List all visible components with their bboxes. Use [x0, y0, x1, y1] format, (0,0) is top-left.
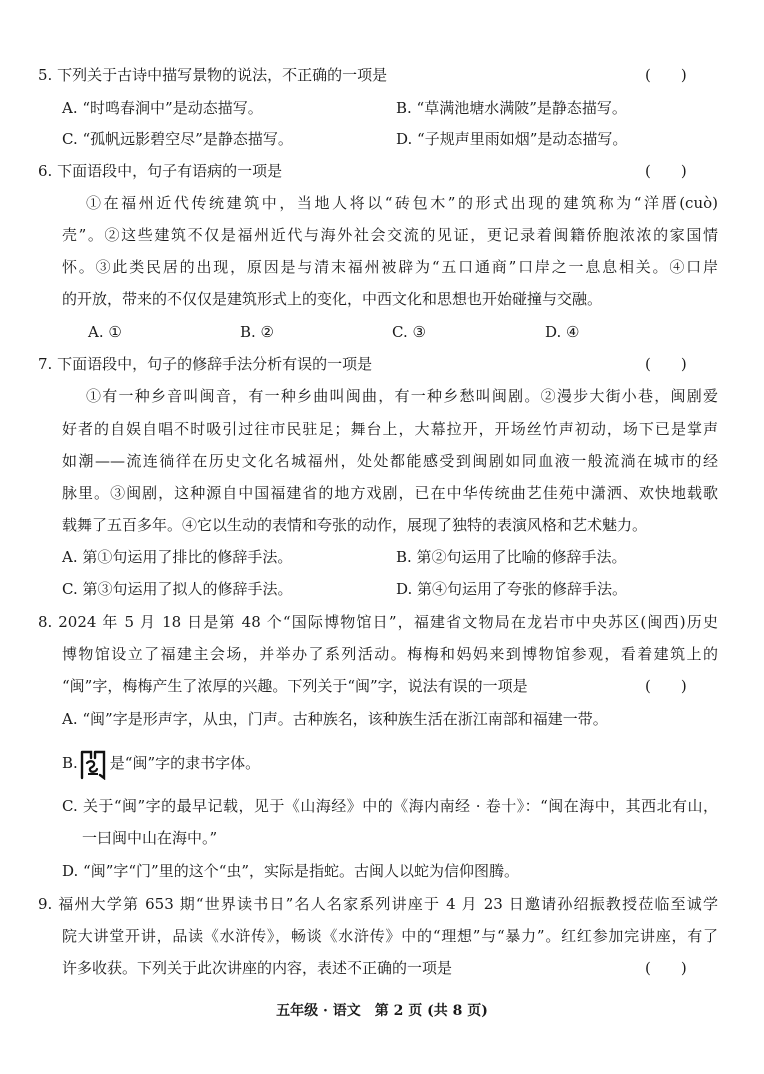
q8-option-a: A. “闽”字是形声字，从虫，门声。古种族名，该种族生活在浙江南部和福建一带。: [62, 710, 608, 728]
q7-passage-line: 脉里。③闽剧，这种源自中国福建省的地方戏剧，已在中华传统曲艺佳苑中潇洒、欢快地载歌: [62, 484, 718, 502]
q8-stem-line: 8. 2024 年 5 月 18 日是第 48 个“国际博物馆日”，福建省文物局在龙岩市中央苏区(闽西)历史: [38, 613, 718, 631]
q8-option-c-line: C. 关于“闽”字的最早记载，见于《山海经》中的《海内南经 · 卷十》：“闽在海中，其西北有山，: [62, 797, 718, 815]
q6-passage-line: 壳”。②这些建筑不仅是福州近代与海外社会交流的见证，更记录着闽籍侨胞浓浓的家国情: [62, 226, 718, 244]
q7-option-a: A. 第①句运用了排比的修辞手法。: [62, 548, 293, 566]
q7-passage-line: 如潮——流连徜徉在历史文化名城福州，处处都能感受到闽剧如同血液一般流淌在城市的经: [62, 452, 718, 470]
q6-stem: 6. 下面语段中，句子有语病的一项是: [38, 162, 283, 180]
q9-stem-line: 院大讲堂开讲，品读《水浒传》，畅谈《水浒传》中的“理想”与“暴力”。红红参加完讲座，有了: [62, 927, 718, 945]
q8-stem-line: 博物馆设立了福建主会场，并举办了系列活动。梅梅和妈妈来到博物馆参观，看着建筑上的: [62, 645, 718, 663]
q5-option-c: C. “孤帆远影碧空尽”是静态描写。: [62, 130, 293, 148]
q9-stem-line: 9. 福州大学第 653 期“世界读书日”名人名家系列讲座于 4 月 23 日邀请孙绍振教授莅临至诚学: [38, 895, 718, 913]
q8-option-b: [62, 748, 260, 780]
q8-option-c-line: 一曰闽中山在海中。”: [82, 829, 218, 847]
q7-passage-line: 好者的自娱自唱不时吸引过往市民驻足；舞台上，大幕拉开，开场丝竹声初动，场下已是掌声: [62, 420, 718, 438]
q9-answer-bracket: ( ): [645, 959, 687, 977]
q8-option-b-letter: B.: [62, 754, 78, 772]
q5-option-a: A. “时鸣春涧中”是动态描写。: [62, 99, 263, 117]
q6-option-d: D. ④: [545, 323, 580, 341]
q5-answer-bracket: ( ): [645, 66, 687, 84]
q5-option-d: D. “子规声里雨如烟”是动态描写。: [396, 130, 628, 148]
q6-passage-line: ①在福州近代传统建筑中，当地人将以“砖包木”的形式出现的建筑称为“洋厝(cuò): [86, 194, 718, 212]
q7-option-d: D. 第④句运用了夸张的修辞手法。: [396, 580, 628, 598]
q7-option-b: B. 第②句运用了比喻的修辞手法。: [396, 548, 627, 566]
q9-stem-line: 许多收获。下列关于此次讲座的内容，表述不正确的一项是: [62, 959, 453, 977]
q8-stem-line: “闽”字，梅梅产生了浓厚的兴趣。下列关于“闽”字，说法有误的一项是: [62, 677, 528, 695]
min-clerical-script-image: [78, 748, 108, 780]
q6-passage-line: 的开放，带来的不仅仅是建筑形式上的变化，中西文化和思想也开始碰撞与交融。: [62, 290, 603, 308]
q5-stem: 5. 下列关于古诗中描写景物的说法，不正确的一项是: [38, 66, 388, 84]
q5-option-b: B. “草满池塘水满陂”是静态描写。: [396, 99, 627, 117]
q6-passage-line: 怀。③此类民居的出现，原因是与清末福州被辟为“五口通商”口岸之一息息相关。④口岸: [62, 258, 718, 276]
q6-option-a: A. ①: [88, 323, 122, 341]
q7-option-c: C. 第③句运用了拟人的修辞手法。: [62, 580, 293, 598]
q7-answer-bracket: ( ): [645, 355, 687, 373]
q8-option-b-text: 是“闽”字的隶书字体。: [109, 754, 261, 772]
q8-answer-bracket: ( ): [645, 677, 687, 695]
q6-option-b: B. ②: [240, 323, 275, 341]
q6-option-c: C. ③: [392, 323, 426, 341]
q7-stem: 7. 下面语段中，句子的修辞手法分析有误的一项是: [38, 355, 373, 373]
page-footer: 五年级 · 语文 第 2 页 (共 8 页): [276, 1003, 488, 1019]
q6-answer-bracket: ( ): [645, 162, 687, 180]
q7-passage-line: 载舞了五百多年。④它以生动的表情和夸张的动作，展现了独特的表演风格和艺术魅力。: [62, 516, 648, 534]
q7-passage-line: ①有一种乡音叫闽音，有一种乡曲叫闽曲，有一种乡愁叫闽剧。②漫步大街小巷，闽剧爱: [86, 387, 718, 405]
q8-option-d: D. “闽”字“门”里的这个“虫”，实际是指蛇。古闽人以蛇为信仰图腾。: [62, 862, 520, 880]
